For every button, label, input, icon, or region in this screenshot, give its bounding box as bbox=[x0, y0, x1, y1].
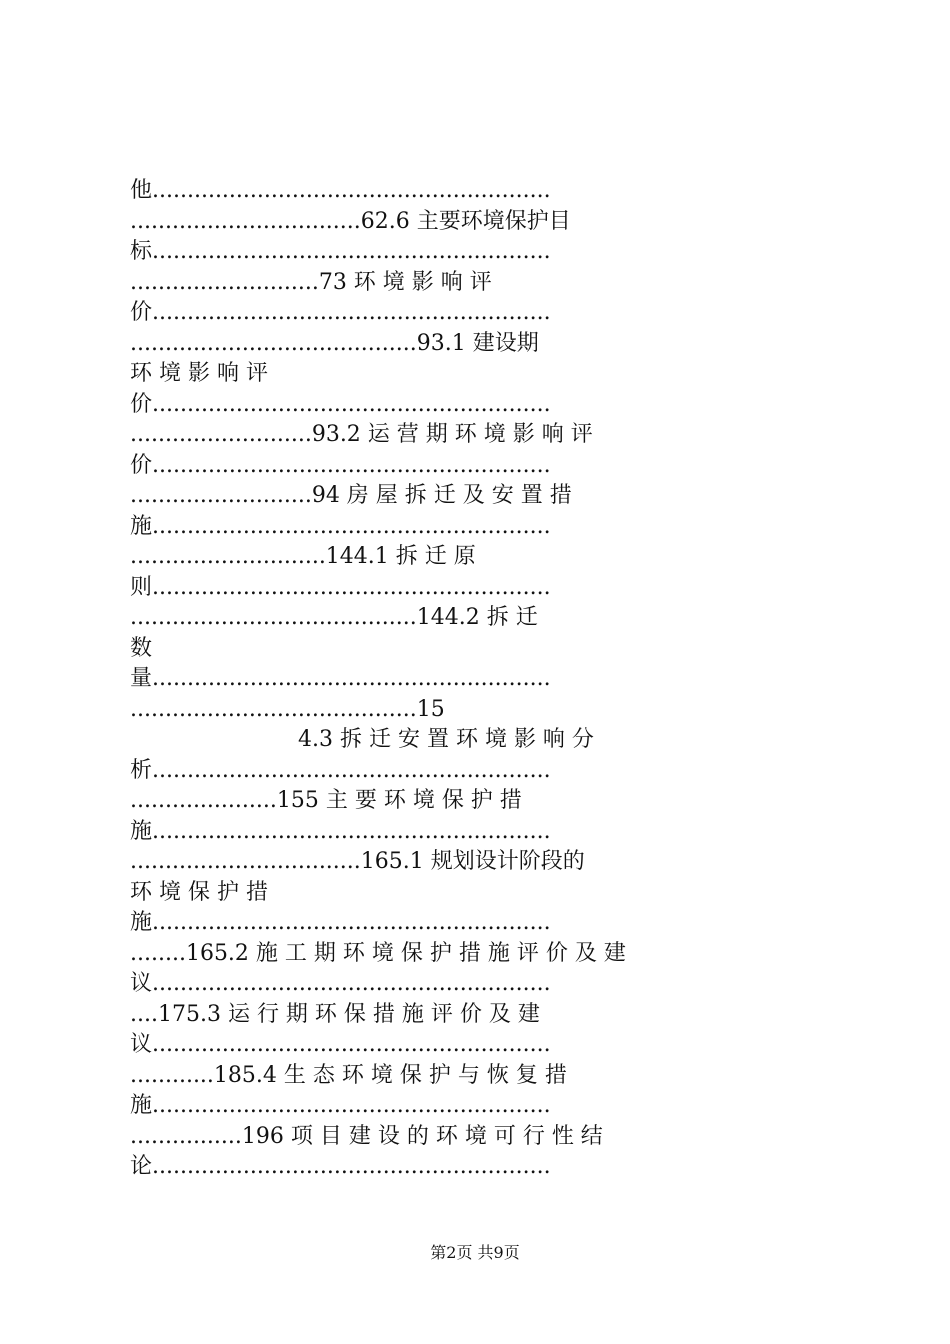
toc-line: 数 bbox=[130, 635, 153, 661]
toc-line: 施......................................................... bbox=[130, 513, 551, 539]
toc-line: 4.3 拆 迁 安 置 环 境 影 响 分 bbox=[298, 727, 594, 752]
toc-line: 则......................................................... bbox=[130, 574, 551, 600]
toc-line: 价......................................................... bbox=[130, 452, 551, 478]
toc-line: .........................................144.2 拆 迁 bbox=[130, 605, 538, 630]
toc-line: 量......................................................... bbox=[130, 666, 551, 691]
toc-line: .........................................15 bbox=[130, 696, 445, 722]
toc-line: ..........................93.2 运 营 期 环 境 影 响 评 bbox=[130, 422, 593, 447]
toc-line: 价......................................................... bbox=[130, 391, 551, 417]
toc-line: 他......................................................... bbox=[130, 178, 551, 203]
toc-line: .........................................93.1 建设期 bbox=[130, 330, 539, 356]
toc-line: 施......................................................... bbox=[130, 1093, 551, 1118]
toc-line: ....175.3 运 行 期 环 保 措 施 评 价 及 建 bbox=[130, 1001, 540, 1027]
toc-line: 价......................................................... bbox=[130, 300, 551, 325]
toc-line: 论......................................................... bbox=[130, 1154, 551, 1179]
toc-line: 环 境 影 响 评 bbox=[130, 361, 268, 386]
page-footer bbox=[0, 1240, 950, 1263]
toc-line: ..........................94 房 屋 拆 迁 及 安 置 措 bbox=[130, 483, 572, 508]
toc-line: 环 境 保 护 措 bbox=[130, 879, 268, 905]
page-number-label: 第2页 共9页 bbox=[430, 1243, 520, 1262]
toc-line: ............................144.1 拆 迁 原 bbox=[130, 544, 476, 569]
toc-line: ................196 项 目 建 设 的 环 境 可 行 性 结 bbox=[130, 1123, 603, 1149]
toc-line: ........165.2 施 工 期 环 境 保 护 措 施 评 价 及 建 bbox=[130, 940, 626, 966]
toc-line: .....................155 主 要 环 境 保 护 措 bbox=[130, 788, 522, 813]
toc-line: 标......................................................... bbox=[130, 239, 551, 264]
toc-line: .................................165.1 规划设计阶段的 bbox=[130, 849, 585, 874]
toc-line: 施......................................................... bbox=[130, 910, 551, 935]
toc-line: ............185.4 生 态 环 境 保 护 与 恢 复 措 bbox=[130, 1062, 567, 1088]
table-of-contents bbox=[130, 176, 830, 1183]
toc-line: 议......................................................... bbox=[130, 1032, 551, 1057]
toc-line: 施......................................................... bbox=[130, 818, 551, 844]
toc-line: 议......................................................... bbox=[130, 971, 551, 996]
toc-line: 析......................................................... bbox=[130, 757, 551, 783]
toc-line: ...........................73 环 境 影 响 评 bbox=[130, 269, 492, 295]
toc-line: .................................62.6 主要环境保护目 bbox=[130, 208, 571, 234]
